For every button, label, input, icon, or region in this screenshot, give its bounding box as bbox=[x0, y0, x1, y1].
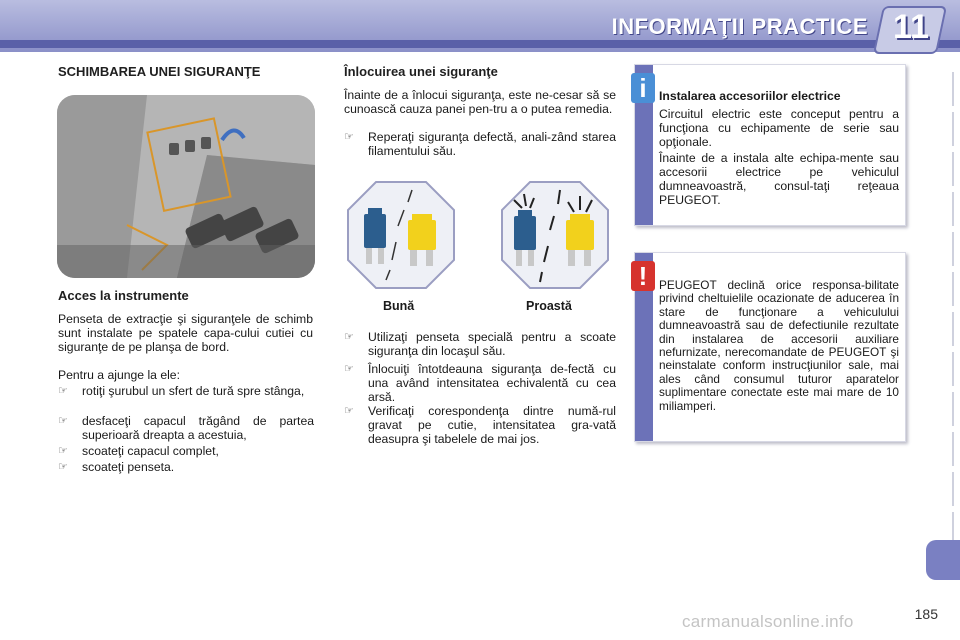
pointing-hand-icon: ☞ bbox=[344, 405, 354, 417]
list-item-text: Înlocuiţi întotdeauna siguranţa de-fectă cu una având intensitatea echivalentă cu cea arsă. bbox=[368, 362, 616, 404]
replace-intro: Înainte de a înlocui siguranţa, este ne-cesar să se cunoască cauza panei pen-tru a o putea remedia. bbox=[344, 88, 616, 116]
warning-box-text: PEUGEOT declină orice responsa-bilitate privind cheltuielile ocazionate de aducerea în stare de funcţionare a vehiculului dumneavoastră sau de defectiunile rezultate din instalarea de accesorii auxiliare nefurnizate, nerecomandate de PEUGEOT şi neinstalate conform instrucţiunilor sale, mai ales când consumul tuturor aparatelor suplimentare conectate este mai mare de 10 miliamperi. bbox=[659, 278, 899, 413]
page-number: 185 bbox=[914, 606, 938, 622]
chapter-tab[interactable] bbox=[932, 392, 954, 426]
list-item bbox=[344, 404, 616, 446]
list-item bbox=[58, 444, 314, 458]
good-fuse-image bbox=[346, 180, 456, 290]
warning-box bbox=[634, 252, 906, 442]
pointing-hand-icon: ☞ bbox=[344, 363, 354, 375]
bad-fuse-label: Proastă bbox=[526, 299, 572, 313]
pointing-hand-icon: ☞ bbox=[58, 461, 68, 473]
list-item-text: scoateţi penseta. bbox=[82, 460, 175, 474]
list-item bbox=[344, 130, 616, 158]
list-item-text: Verificaţi corespondenţa dintre numă-rul gravat pe cutie, intensitatea gra-vată deasupra şi tabelele de mai jos. bbox=[368, 404, 616, 446]
chapter-tab[interactable] bbox=[932, 472, 954, 506]
info-box bbox=[634, 64, 906, 226]
chapter-tab[interactable] bbox=[932, 112, 954, 146]
list-item-text: scoateţi capacul complet, bbox=[82, 444, 219, 458]
list-item bbox=[58, 460, 314, 474]
list-item bbox=[58, 384, 314, 398]
info-box-text-2: Înainte de a instala alte echipa-mente sau accesorii electrice pe vehiculul dumneavoastră, consul-taţi reţeaua PEUGEOT. bbox=[659, 151, 899, 207]
chapter-tab[interactable] bbox=[932, 192, 954, 226]
bad-fuse-image bbox=[500, 180, 610, 290]
list-item-text: rotiţi şurubul un sfert de tură spre stânga, bbox=[82, 384, 305, 398]
list-item bbox=[58, 414, 314, 442]
pointing-hand-icon: ☞ bbox=[58, 385, 68, 397]
section-title: SCHIMBAREA UNEI SIGURANŢE bbox=[58, 64, 261, 79]
chapter-tab-active[interactable] bbox=[926, 540, 960, 580]
replace-fuse-title: Înlocuirea unei siguranţe bbox=[344, 64, 498, 79]
chapter-tabs bbox=[930, 62, 960, 572]
access-intro: Pentru a ajunge la ele: bbox=[58, 368, 180, 382]
list-item-text: Reperaţi siguranţa defectă, anali-zând starea filamentului său. bbox=[368, 130, 616, 158]
good-fuse-label: Bună bbox=[383, 299, 415, 313]
subtitle-access: Acces la instrumente bbox=[58, 288, 189, 303]
chapter-tab[interactable] bbox=[932, 232, 954, 266]
chapter-number: 11 bbox=[893, 8, 929, 46]
watermark: carmanualsonline.info bbox=[682, 612, 854, 631]
info-box-text-1: Circuitul electric este conceput pentru a funcţiona cu echipamente de serie sau opţionale. bbox=[659, 107, 899, 149]
exclamation-icon: ! bbox=[631, 261, 655, 291]
dashboard-photo bbox=[57, 95, 315, 278]
pointing-hand-icon: ☞ bbox=[58, 445, 68, 457]
chapter-tab[interactable] bbox=[932, 72, 954, 106]
list-item bbox=[344, 362, 616, 404]
pointing-hand-icon: ☞ bbox=[58, 415, 68, 427]
pointing-hand-icon: ☞ bbox=[344, 331, 354, 343]
chapter-tab[interactable] bbox=[932, 352, 954, 386]
list-item-text: Utilizaţi penseta specială pentru a scoate siguranţa din locaşul său. bbox=[368, 330, 616, 358]
header-stripe bbox=[0, 40, 960, 48]
access-paragraph: Penseta de extracţie şi siguranţele de schimb sunt instalate pe spatele capa-cului cutiei cu siguranţe de pe planşa de bord. bbox=[58, 312, 313, 354]
info-icon: i bbox=[631, 73, 655, 103]
list-item bbox=[344, 330, 616, 358]
chapter-tab[interactable] bbox=[932, 272, 954, 306]
list-item-text: desfaceţi capacul trăgând de partea superioară dreapta a acestuia, bbox=[82, 414, 314, 442]
chapter-tab[interactable] bbox=[932, 432, 954, 466]
chapter-tab[interactable] bbox=[932, 312, 954, 346]
chapter-title: INFORMAŢII PRACTICE bbox=[611, 14, 868, 39]
pointing-hand-icon: ☞ bbox=[344, 131, 354, 143]
info-box-title: Instalarea accesoriilor electrice bbox=[659, 89, 841, 103]
chapter-tab[interactable] bbox=[932, 152, 954, 186]
